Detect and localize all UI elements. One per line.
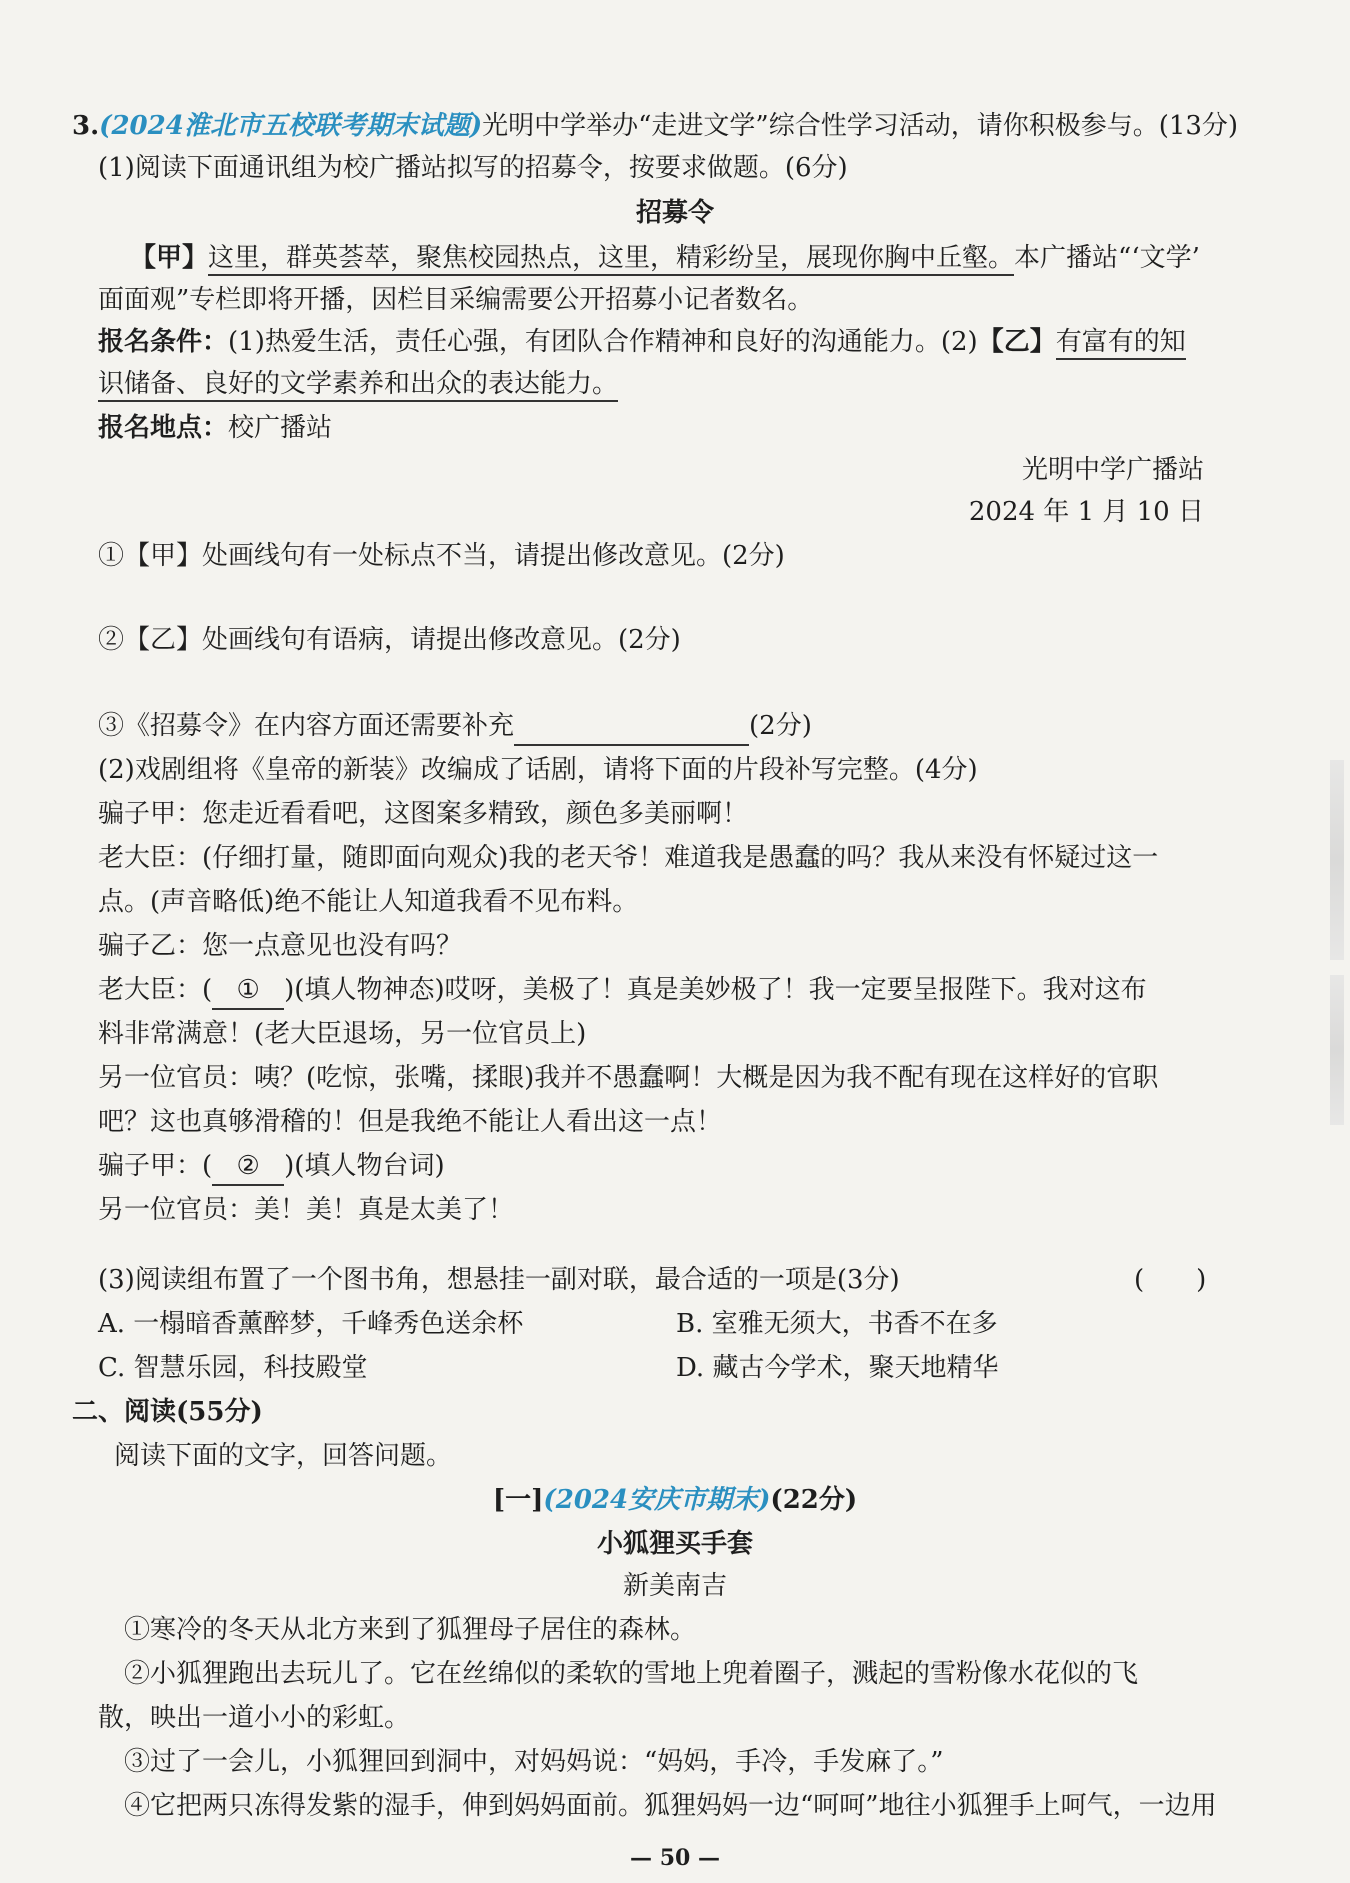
story-paragraph: ④它把两只冻得发紫的湿手，伸到妈妈面前。狐狸妈妈一边“呵呵”地往小狐狸手上呵气，一边用: [124, 1791, 1217, 1821]
script-line: 另一位官员：咦？(吃惊，张嘴，揉眼)我并不愚蠢啊！大概是因为我不配有现在这样好的官职: [98, 1063, 1159, 1093]
script-text: )(填人物台词): [284, 1151, 445, 1181]
script-speaker: 老大臣：(: [98, 975, 213, 1005]
page-number: — 50 —: [630, 1845, 720, 1871]
sub-question-c: [98, 708, 812, 746]
notice-date: 2024 年 1 月 10 日: [968, 497, 1204, 527]
question-3-heading: [72, 108, 1238, 144]
answer-blank-2[interactable]: ②: [212, 1148, 284, 1186]
script-line: [98, 1148, 445, 1186]
jia-rest: 本广播站“‘文学’: [1014, 243, 1200, 273]
script-line: 吧？这也真够滑稽的！但是我绝不能让人看出这一点！: [98, 1107, 723, 1137]
conditions-text: (1)热爱生活，责任心强，有团队合作精神和良好的沟通能力。(2): [228, 327, 978, 357]
script-line: 骗子乙：您一点意见也没有吗？: [98, 931, 463, 961]
notice-conditions: [98, 324, 1186, 360]
sub-question-b: ②【乙】处画线句有语病，请提出修改意见。(2分): [98, 625, 681, 655]
scan-edge-mark: [1330, 975, 1344, 1125]
story-paragraph: ③过了一会儿，小狐狸回到洞中，对妈妈说：“妈妈，手冷，手发麻了。”: [124, 1747, 944, 1777]
story-paragraph: ①寒冷的冬天从北方来到了狐狸母子居住的森林。: [124, 1615, 697, 1645]
passage-number: [一]: [492, 1485, 544, 1515]
notice-jia-line-2: 面面观”专栏即将开播，因栏目采编需要公开招募小记者数名。: [98, 285, 814, 315]
option-c[interactable]: C. 智慧乐园，科技殿堂: [98, 1353, 368, 1383]
part-3-intro: (3)阅读组布置了一个图书角，想悬挂一副对联，最合适的一项是(3分): [98, 1265, 900, 1295]
script-text: )(填人物神态)哎呀，美极了！真是美妙极了！我一定要呈报陛下。我对这布: [284, 975, 1147, 1005]
question-text: 光明中学举办“走进文学”综合性学习活动，请你积极参与。(13分): [482, 111, 1239, 141]
notice-title: 招募令: [635, 198, 714, 228]
part-2-intro: (2)戏剧组将《皇帝的新装》改编成了话剧，请将下面的片段补写完整。(4分): [98, 755, 978, 785]
place-text: 校广播站: [228, 413, 333, 443]
notice-jia-line: [130, 240, 1200, 276]
answer-blank[interactable]: [514, 708, 749, 746]
script-speaker: 骗子甲：(: [98, 1151, 213, 1181]
sub-question-c-score: (2分): [749, 711, 812, 741]
scan-edge-mark: [1330, 760, 1344, 960]
jia-underlined-sentence: 这里，群英荟萃，聚焦校园热点，这里，精彩纷呈，展现你胸中丘壑。: [208, 243, 1014, 276]
passage-score: (22分): [770, 1485, 858, 1515]
question-source: (2024淮北市五校联考期末试题): [99, 111, 483, 141]
notice-place: [98, 410, 332, 446]
yi-underlined-part-2: 识储备、良好的文学素养和出众的表达能力。: [98, 369, 618, 402]
story-title: 小狐狸买手套: [596, 1529, 753, 1559]
sub-question-a: ①【甲】处画线句有一处标点不当，请提出修改意见。(2分): [98, 541, 785, 571]
notice-conditions-line-2: [98, 366, 618, 402]
option-a[interactable]: A. 一榻暗香薰醉梦，千峰秀色送余杯: [98, 1309, 524, 1339]
script-line: 另一位官员：美！美！真是太美了！: [98, 1195, 515, 1225]
script-line: 点。(声音略低)绝不能让人知道我看不见布料。: [98, 887, 639, 917]
yi-tag: 【乙】: [977, 327, 1056, 357]
section-2-instruction: 阅读下面的文字，回答问题。: [114, 1441, 453, 1471]
option-b[interactable]: B. 室雅无须大，书香不在多: [676, 1309, 998, 1339]
answer-parentheses[interactable]: ( ): [1134, 1265, 1207, 1295]
option-d[interactable]: D. 藏古今学术，聚天地精华: [676, 1353, 999, 1383]
notice-signature: 光明中学广播站: [1021, 455, 1204, 485]
script-line: 料非常满意！(老大臣退场，另一位官员上): [98, 1019, 587, 1049]
script-line: 骗子甲：您走近看看吧，这图案多精致，颜色多美丽啊！: [98, 799, 749, 829]
script-line: 老大臣：(仔细打量，随即面向观众)我的老天爷！难道我是愚蠢的吗？我从来没有怀疑过这一: [98, 843, 1159, 873]
question-number: 3.: [72, 111, 100, 141]
section-2-heading: 二、阅读(55分): [72, 1397, 263, 1427]
passage-header: [0, 1482, 1350, 1518]
story-paragraph: ②小狐狸跑出去玩儿了。它在丝绵似的柔软的雪地上兜着圈子，溅起的雪粉像水花似的飞: [124, 1659, 1139, 1689]
sub-question-c-text: ③《招募令》在内容方面还需要补充: [98, 711, 515, 741]
script-line: [98, 972, 1147, 1010]
answer-blank-1[interactable]: ①: [212, 972, 284, 1010]
jia-tag: 【甲】: [130, 243, 209, 273]
yi-underlined-part-1: 有富有的知: [1056, 327, 1186, 360]
story-author: 新美南吉: [622, 1571, 727, 1601]
place-label: 报名地点：: [98, 413, 229, 443]
story-paragraph-cont: 散，映出一道小小的彩虹。: [98, 1703, 411, 1733]
passage-source: (2024安庆市期末): [543, 1485, 771, 1515]
conditions-label: 报名条件：: [98, 327, 229, 357]
part-1-intro: (1)阅读下面通讯组为校广播站拟写的招募令，按要求做题。(6分): [98, 153, 848, 183]
